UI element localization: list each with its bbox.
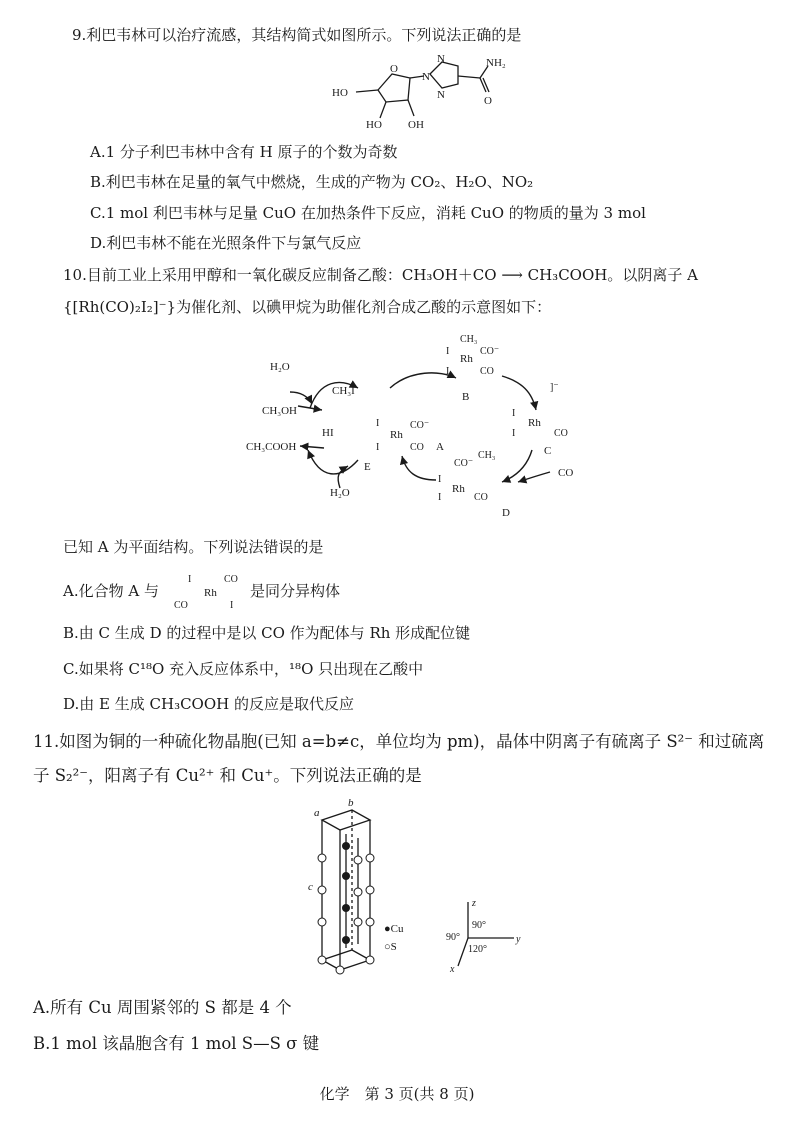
q10-option-d: D.由 E 生成 CH₃COOH 的反应是取代反应 xyxy=(63,695,355,713)
q10-option-a-prefix: A.化合物 A 与 xyxy=(63,582,159,600)
q11-option-b: B.1 mol 该晶胞含有 1 mol S—S σ 键 xyxy=(33,1034,320,1053)
h2o-bottom: H₂O xyxy=(330,487,350,499)
label-o-ring: O xyxy=(390,63,398,75)
label-n3: N xyxy=(437,89,445,101)
q9-option-d: D.利巴韦林不能在光照条件下与氯气反应 xyxy=(90,234,362,252)
isomer-co2: CO xyxy=(174,600,188,611)
q9-option-c: C.1 mol 利巴韦林与足量 CuO 在加热条件下反应，消耗 CuO 的物质的量为 3 mol xyxy=(90,204,646,222)
label-c: C xyxy=(544,445,552,457)
q10-stem-line2: {[Rh(CO)₂I₂]⁻}为催化剂、以碘甲烷为助催化剂合成乙酸的示意图如下： xyxy=(63,298,552,316)
isomer-rh: Rh xyxy=(204,587,217,599)
co-minus-b: CO⁻ xyxy=(480,346,500,357)
q11-stem-line1: 11.如图为铜的一种硫化物晶胞(已知 a=b≠c，单位均为 pm)，晶体中阴离子有硫离子 S²⁻ 和过硫离 xyxy=(33,732,765,751)
q10-option-c: C.如果将 C¹⁸O 充入反应体系中，¹⁸O 只出现在乙酸中 xyxy=(63,660,424,678)
rh-d: Rh xyxy=(452,483,465,495)
h2o-top: H₂O xyxy=(270,361,290,373)
ch3-d: CH₃ xyxy=(478,450,496,461)
ch3-b: CH₃ xyxy=(460,334,478,345)
label-c-edge: c xyxy=(308,881,313,893)
q9-stem: 9.利巴韦林可以治疗流感，其结构简式如图所示。下列说法正确的是 xyxy=(72,26,522,44)
angle-90-left: 90° xyxy=(446,932,460,943)
i-d1: I xyxy=(438,474,442,485)
co-minus-a: CO⁻ xyxy=(410,420,430,431)
q10-known: 已知 A 为平面结构。下列说法错误的是 xyxy=(63,538,324,556)
label-d: D xyxy=(502,507,510,519)
label-nh2: NH₂ xyxy=(486,57,506,69)
q10-stem-line1: 10.目前工业上采用甲醇和一氧化碳反应制备乙酸：CH₃OH＋CO ⟶ CH₃COOH。以阴离子 A xyxy=(63,266,698,284)
ch3cooh: CH₃COOH xyxy=(246,441,297,453)
crystal-unit-cell-figure xyxy=(300,798,560,983)
hi: HI xyxy=(322,427,334,439)
i-d2: I xyxy=(438,492,442,503)
bracket-minus-c: ]⁻ xyxy=(550,382,559,393)
isomer-i2: I xyxy=(230,600,234,611)
label-b: B xyxy=(462,391,470,403)
q9-option-b: B.利巴韦林在足量的氧气中燃烧，生成的产物为 CO₂、H₂O、NO₂ xyxy=(90,173,534,191)
page-footer: 化学 第 3 页(共 8 页) xyxy=(319,1085,475,1103)
label-a: A xyxy=(436,441,444,453)
catalytic-cycle-diagram xyxy=(240,330,600,520)
label-a-edge: a xyxy=(314,807,320,819)
q10-option-b: B.由 C 生成 D 的过程中是以 CO 作为配体与 Rh 形成配位键 xyxy=(63,624,471,642)
label-ho-left: HO xyxy=(332,87,348,99)
option-a-isomer-structure xyxy=(172,570,252,610)
i-a2: I xyxy=(376,442,380,453)
co-b: CO xyxy=(480,366,494,377)
label-ho-bottom: HO xyxy=(366,119,382,131)
isomer-co1: CO xyxy=(224,574,238,585)
axis-x: x xyxy=(450,964,455,975)
label-o-amide: O xyxy=(484,95,492,107)
i-b2: I xyxy=(446,366,450,377)
label-n1: N xyxy=(422,71,430,83)
ch3oh: CH₃OH xyxy=(262,405,298,417)
angle-90-top: 90° xyxy=(472,920,486,931)
i-c1: I xyxy=(512,408,516,419)
q11-stem-line2: 子 S₂²⁻，阳离子有 Cu²⁺ 和 Cu⁺。下列说法正确的是 xyxy=(33,766,422,785)
ribavirin-structure xyxy=(320,52,550,132)
legend-cu: ●Cu xyxy=(384,923,404,935)
ch3i: CH₃I xyxy=(332,385,355,397)
i-b1: I xyxy=(446,346,450,357)
label-b-edge: b xyxy=(348,797,354,809)
q11-option-a: A.所有 Cu 周围紧邻的 S 都是 4 个 xyxy=(33,998,292,1017)
co-feed: CO xyxy=(558,467,574,479)
co-c: CO xyxy=(554,428,568,439)
rh-a: Rh xyxy=(390,429,403,441)
co-minus-d: CO⁻ xyxy=(454,458,474,469)
isomer-i1: I xyxy=(188,574,192,585)
co-d: CO xyxy=(474,492,488,503)
axis-z: z xyxy=(472,898,476,909)
q9-option-a: A.1 分子利巴韦林中含有 H 原子的个数为奇数 xyxy=(90,143,398,161)
rh-b: Rh xyxy=(460,353,473,365)
q10-option-a-suffix: 是同分异构体 xyxy=(250,582,341,600)
angle-120: 120° xyxy=(468,944,487,955)
label-oh-bottom: OH xyxy=(408,119,424,131)
co-a: CO xyxy=(410,442,424,453)
label-e: E xyxy=(364,461,371,473)
i-a1: I xyxy=(376,418,380,429)
rh-c: Rh xyxy=(528,417,541,429)
axis-y: y xyxy=(516,934,521,945)
i-c2: I xyxy=(512,428,516,439)
label-n2: N xyxy=(437,53,445,65)
legend-s: ○S xyxy=(384,941,397,953)
